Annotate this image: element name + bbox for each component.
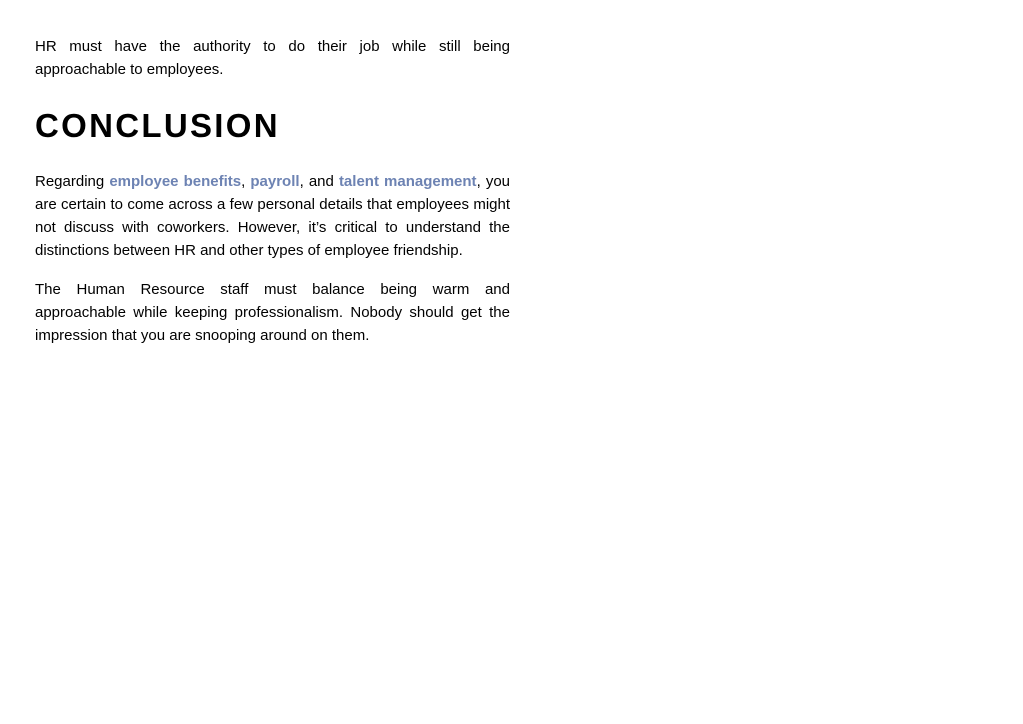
conclusion-separator-1: ,: [241, 173, 251, 190]
conclusion-prefix: Regarding: [35, 173, 110, 190]
closing-paragraph: The Human Resource staff must balance being warm and approachable while keeping professionalism. Nobody should get the impression that you are snooping around on them.: [35, 281, 510, 344]
talent-management-link[interactable]: talent management: [338, 173, 477, 190]
conclusion-separator-2: , and: [299, 173, 339, 190]
employee-benefits-link[interactable]: employee benefits: [109, 173, 242, 190]
document-body: [35, 35, 510, 347]
payroll-link[interactable]: payroll: [250, 173, 300, 190]
conclusion-suffix: , you are certain to come across a few personal details that employees might not discuss with coworkers. However, it’s critical to understand the distinctions between HR and other types of employee friendship.: [35, 173, 510, 259]
conclusion-paragraph: [35, 170, 510, 262]
section-heading: CONCLUSION: [35, 107, 280, 144]
intro-paragraph: HR must have the authority to do their job while still being approachable to employees.: [35, 38, 510, 78]
